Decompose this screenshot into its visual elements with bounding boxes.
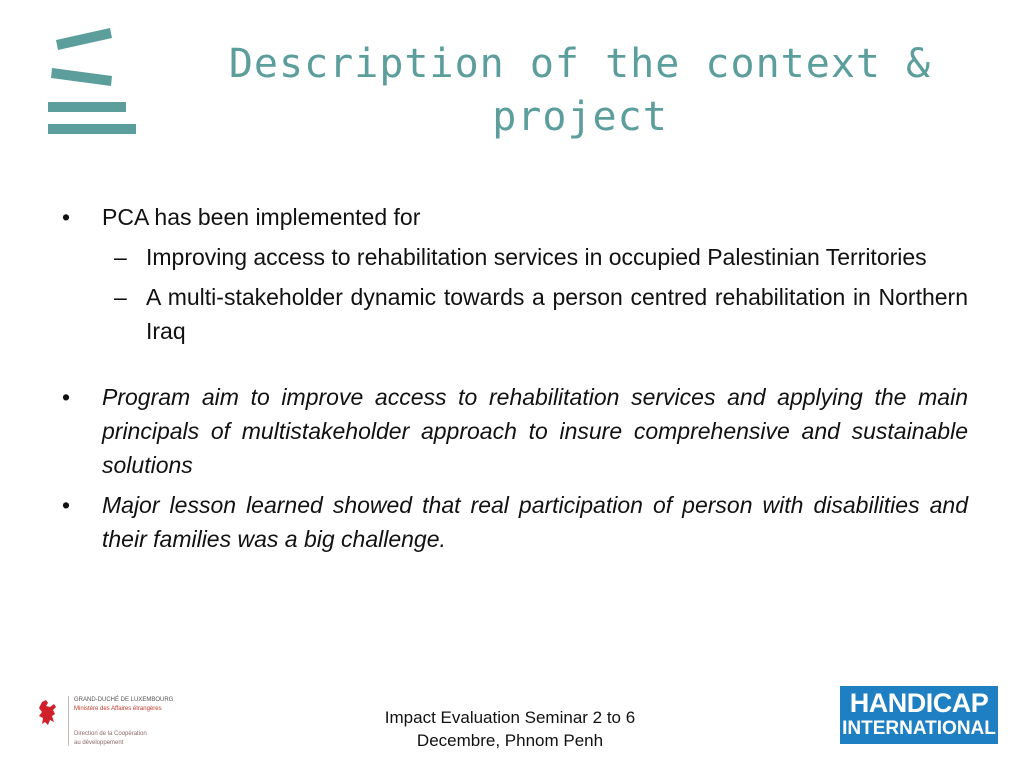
- sub-bullet-text: Improving access to rehabilitation services in occupied Palestinian Territories: [146, 244, 927, 270]
- logo-text-line: Ministère des Affaires étrangères: [74, 706, 162, 712]
- handicap-international-logo: [840, 686, 998, 744]
- hi-logo-line: HANDICAP: [849, 688, 989, 718]
- hi-logo-line: INTERNATIONAL: [842, 718, 996, 739]
- bullet-item: [62, 380, 968, 482]
- bullet-item: [62, 488, 968, 556]
- bullet-text: PCA has been implemented for: [102, 204, 421, 230]
- sub-bullet-mark: –: [114, 244, 127, 270]
- logo-text-line: GRAND-DUCHÉ DE LUXEMBOURG: [74, 697, 174, 703]
- red-lion-icon: [36, 698, 60, 728]
- slide-content: [62, 200, 968, 556]
- stacked-bars-logo-icon: [44, 26, 140, 138]
- logo-text-line: Direction de la Coopération: [74, 731, 147, 737]
- spacer: [62, 348, 968, 380]
- bullet-item: [62, 200, 968, 234]
- sub-bullet-item: [114, 280, 968, 348]
- slide-title: Description of the context & project: [228, 41, 932, 140]
- bullet-mark: •: [62, 204, 71, 230]
- footer-line: Impact Evaluation Seminar 2 to 6: [384, 708, 636, 727]
- logo-text-line: au développement: [74, 740, 124, 746]
- sub-bullet-text: A multi-stakeholder dynamic towards a person centred rehabilitation in Northern Iraq: [146, 284, 968, 344]
- footer-line: Decembre, Phnom Penh: [416, 731, 604, 750]
- bullet-mark: •: [62, 492, 71, 518]
- logo-divider: [68, 696, 69, 746]
- luxembourg-logo: [36, 692, 196, 752]
- footer-caption: [340, 706, 680, 752]
- sub-bullet-mark: –: [114, 284, 127, 310]
- bullet-text: Program aim to improve access to rehabilitation services and applying the main principals of multistakeholder approach to insure comprehensive and sustainable solutions: [102, 384, 968, 478]
- bullet-text: Major lesson learned showed that real participation of person with disabilities and their families was a big challenge.: [102, 492, 968, 552]
- sub-bullet-item: [114, 240, 968, 274]
- bullet-mark: •: [62, 384, 71, 410]
